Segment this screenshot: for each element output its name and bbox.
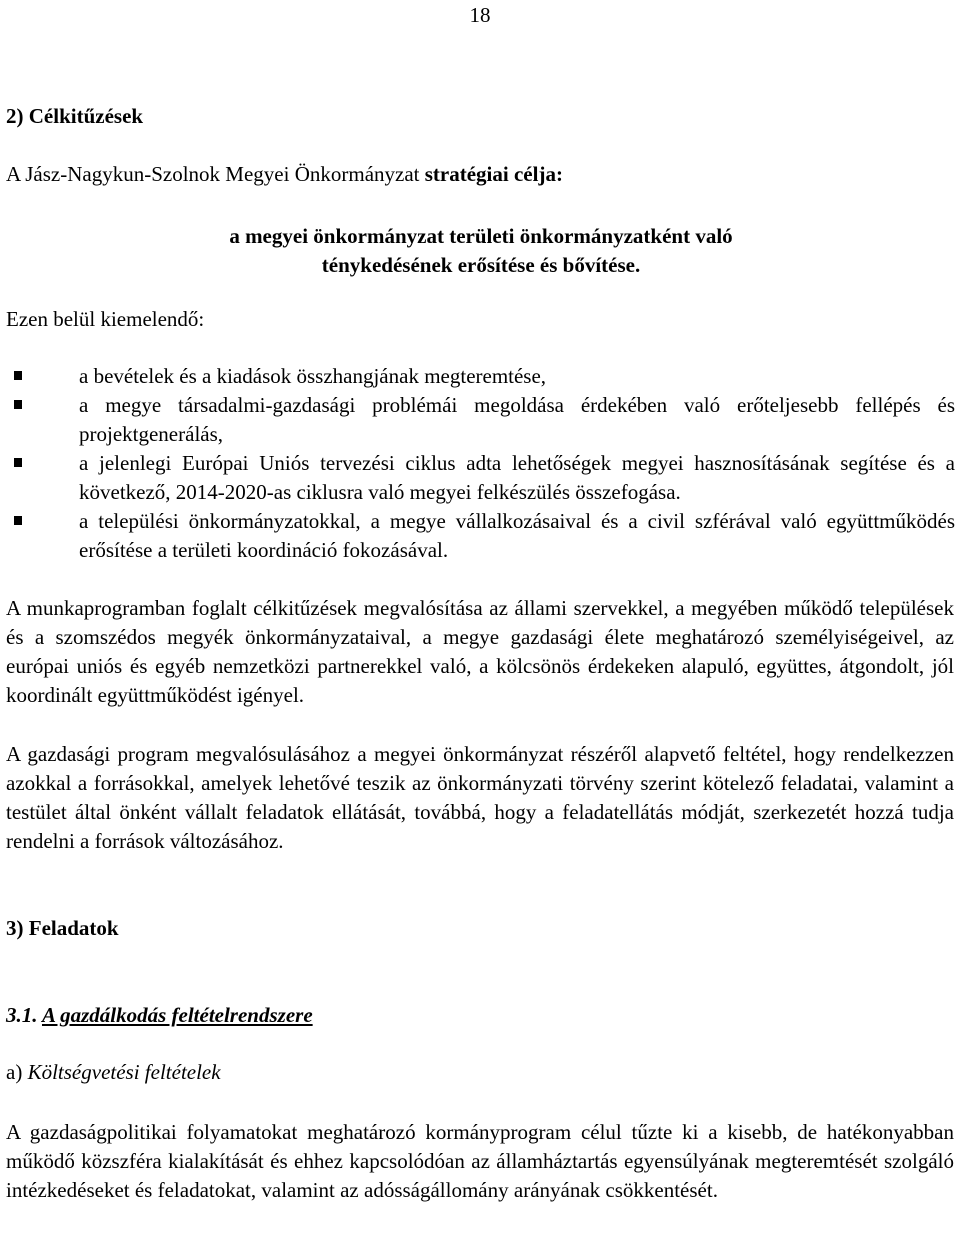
square-bullet-icon — [14, 400, 22, 409]
subsection-title: A gazdálkodás feltételrendszere — [41, 1003, 313, 1027]
page-number: 18 — [469, 3, 491, 27]
goal-line-1: a megyei önkormányzat területi önkormányzatként való — [229, 224, 733, 248]
subsection-number: 3.1. — [6, 1003, 42, 1027]
bullet-item — [0, 362, 955, 391]
body-paragraph-cooperation: A munkaprogramban foglalt célkitűzések megvalósítása az állami szervekkel, a megyében működő települések és a szomszédos megyék önkormányzataival, a megye gazdasági élete meghatározó személyiségeivel, az európai uniós és egyéb nemzetközi partnerekkel való, a kölcsönös érdekeken alapuló, együttes, átgondolt, jól koordinált együttműködést igényel. — [6, 596, 954, 707]
bullet-item — [0, 507, 955, 565]
intro-text: A Jász-Nagykun-Szolnok Megyei Önkormányzat — [6, 162, 425, 186]
strategic-goal-intro — [6, 161, 563, 187]
strategic-goal-statement — [180, 222, 782, 280]
subsection-heading — [6, 1002, 313, 1028]
emphasis-label: Ezen belül kiemelendő: — [6, 307, 205, 331]
section-heading-celkituzesek: 2) Célkitűzések — [6, 104, 144, 128]
bullet-item — [0, 449, 955, 507]
bullet-text: a települési önkormányzatokkal, a megye vállalkozásaival és a civil szférával való együttműködés erősítése a területi koordináció fokozásával. — [79, 509, 955, 562]
item-title: Költségvetési feltételek — [27, 1060, 221, 1084]
body-paragraph-government-program: A gazdaságpolitikai folyamatokat meghatározó kormányprogram célul tűzte ki a kisebb, de hatékonyabban működő közszféra kialakítását és ehhez kapcsolódóan az államháztartás egyensúlyának megteremtését szolgáló intézkedéseket és feladatokat, valamint az adósságállomány arányának csökkentését. — [6, 1120, 954, 1202]
bullet-text: a jelenlegi Európai Uniós tervezési ciklus adta lehetőségek megyei hasznosításának segítése és a következő, 2014-2020-as ciklusra való megyei felkészülés összefogása. — [79, 451, 955, 504]
square-bullet-icon — [14, 458, 22, 467]
goal-line-2: ténykedésének erősítése és bővítése. — [321, 253, 641, 277]
item-prefix: a) — [6, 1060, 28, 1084]
square-bullet-icon — [14, 371, 22, 380]
square-bullet-icon — [14, 516, 22, 525]
bullet-text: a bevételek és a kiadások összhangjának megteremtése, — [79, 364, 547, 388]
section-heading-feladatok: 3) Feladatok — [6, 916, 119, 940]
bullet-item — [0, 391, 955, 449]
body-paragraph-resources: A gazdasági program megvalósulásához a megyei önkormányzat részéről alapvető feltétel, hogy rendelkezzen azokkal a forrásokkal, amelyek lehetővé teszik az önkormányzati törvény szerint kötelező feladatai, valamint a testület által önként vállalt feladatok ellátását, továbbá, hogy a feladatellátás módját, szerkezetét hozzá tudja rendelni a források változásához. — [6, 742, 954, 853]
item-heading — [6, 1059, 221, 1085]
objectives-bullet-list — [0, 362, 960, 565]
intro-bold-text: stratégiai célja: — [424, 162, 563, 186]
bullet-text: a megye társadalmi-gazdasági problémái megoldása érdekében való erőteljesebb fellépés és projektgenerálás, — [79, 393, 955, 446]
